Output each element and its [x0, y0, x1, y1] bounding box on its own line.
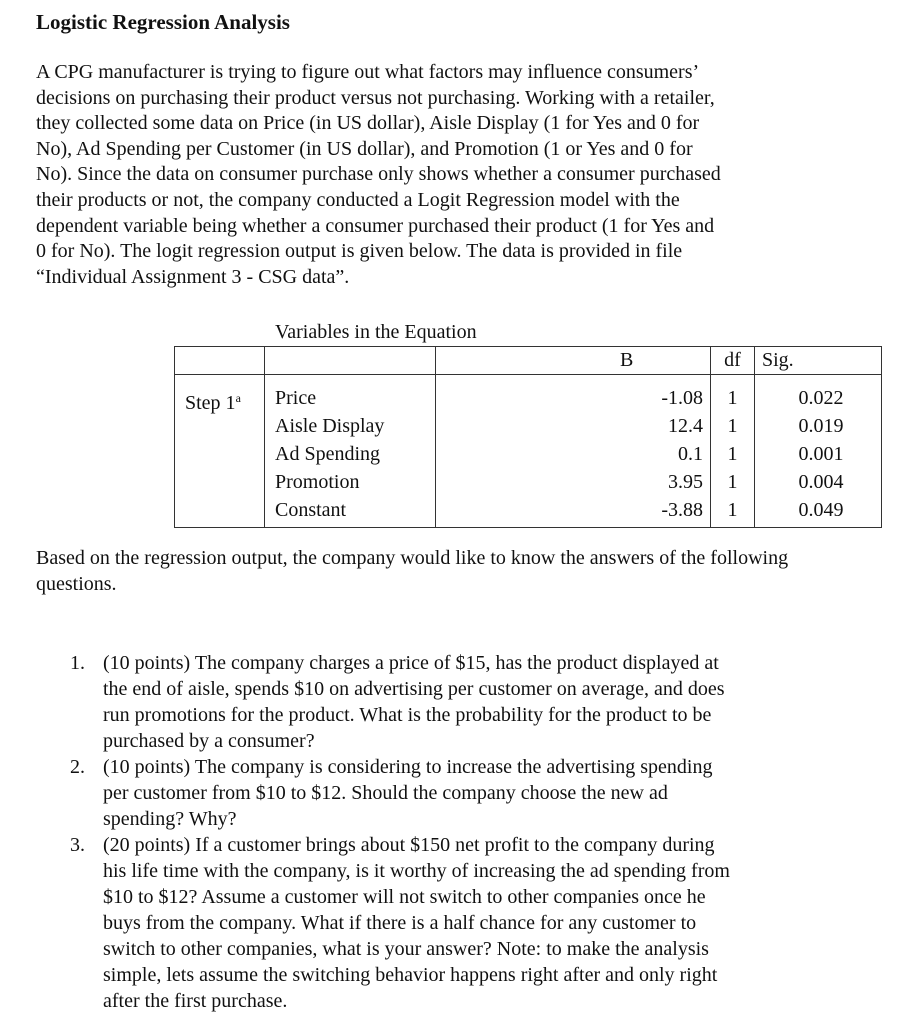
intro-line: No). Since the data on consumer purchase only shows whether a consumer purchased — [36, 163, 721, 186]
question-line: switch to other companies, what is your answer? Note: to make the analysis — [103, 938, 709, 960]
sig-cell — [755, 375, 882, 528]
question-line: (10 points) The company is considering to increase the advertising spending — [103, 756, 713, 778]
question-line: (20 points) If a customer brings about $150 net profit to the company during — [103, 834, 715, 856]
b-value: 12.4 — [668, 415, 703, 437]
question-line: per customer from $10 to $12. Should the company choose the new ad — [103, 782, 668, 804]
df-cell — [711, 375, 755, 528]
b-value: -1.08 — [661, 387, 703, 409]
question-line: $10 to $12? Assume a customer will not switch to other companies once he — [103, 886, 706, 908]
table-caption: Variables in the Equation — [275, 321, 477, 343]
question-line: the end of aisle, spends $10 on advertising per customer on average, and does — [103, 678, 725, 700]
intro-line: they collected some data on Price (in US dollar), Aisle Display (1 for Yes and 0 for — [36, 112, 700, 135]
step-label-text: Step 1 — [185, 392, 236, 414]
sig-value: 0.004 — [798, 471, 844, 493]
b-value: 3.95 — [668, 471, 703, 493]
sig-value: 0.001 — [798, 443, 844, 465]
question-item — [0, 832, 730, 1014]
table-body-row — [175, 375, 882, 528]
b-cell — [436, 375, 711, 528]
b-value: -3.88 — [661, 499, 703, 521]
document-title: Logistic Regression Analysis — [36, 10, 290, 34]
table-header-row — [175, 347, 882, 375]
intro-line: “Individual Assignment 3 - CSG data”. — [36, 265, 350, 288]
question-line: purchased by a consumer? — [103, 730, 315, 752]
variable-cell — [265, 375, 436, 528]
question-line: his life time with the company, is it worthy of increasing the ad spending from — [103, 860, 730, 882]
df-value: 1 — [727, 443, 738, 465]
sig-value: 0.022 — [798, 387, 844, 409]
intro-paragraph — [36, 60, 876, 290]
variable-name: Price — [275, 387, 317, 409]
question-item — [0, 754, 730, 832]
intro-line: their products or not, the company conducted a Logit Regression model with the — [36, 188, 680, 211]
df-value: 1 — [727, 499, 738, 521]
question-line: spending? Why? — [103, 808, 237, 830]
question-line: buys from the company. What if there is a half chance for any customer to — [103, 912, 697, 934]
question-number: 2. — [70, 756, 85, 778]
question-line: run promotions for the product. What is the probability for the product to be — [103, 704, 712, 726]
step-superscript: a — [235, 391, 241, 405]
intro-line: No), Ad Spending per Customer (in US dollar), and Promotion (1 or Yes and 0 for — [36, 137, 693, 160]
b-value: 0.1 — [678, 443, 703, 465]
intro-line: decisions on purchasing their product versus not purchasing. Working with a retailer, — [36, 86, 715, 109]
question-line: (10 points) The company charges a price of $15, has the product displayed at — [103, 652, 719, 674]
header-empty-variable — [265, 347, 436, 375]
question-line: simple, lets assume the switching behavior happens right after and only right — [103, 964, 718, 986]
variable-name: Aisle Display — [275, 415, 385, 437]
question-list — [0, 650, 730, 1014]
intro-line: A CPG manufacturer is trying to figure out what factors may influence consumers’ — [36, 61, 700, 83]
header-b: B — [436, 347, 711, 375]
sig-value: 0.049 — [798, 499, 844, 521]
question-line: after the first purchase. — [103, 990, 288, 1012]
df-value: 1 — [727, 415, 738, 437]
followup-line: questions. — [36, 572, 117, 595]
variable-name: Constant — [275, 499, 347, 521]
sig-value: 0.019 — [798, 415, 844, 437]
step-label — [185, 375, 264, 412]
regression-table — [174, 346, 882, 528]
followup-paragraph — [36, 546, 886, 597]
df-value: 1 — [727, 387, 738, 409]
question-number: 3. — [70, 834, 85, 856]
step-cell — [175, 375, 265, 528]
variable-name: Promotion — [275, 471, 360, 493]
question-item — [0, 650, 730, 754]
header-sig: Sig. — [755, 347, 882, 375]
followup-line: Based on the regression output, the company would like to know the answers of the following — [36, 547, 789, 569]
intro-line: 0 for No). The logit regression output is given below. The data is provided in file — [36, 240, 683, 263]
variable-name: Ad Spending — [275, 443, 380, 465]
header-empty-step — [175, 347, 265, 375]
df-value: 1 — [727, 471, 738, 493]
header-df: df — [711, 347, 755, 375]
intro-line: dependent variable being whether a consumer purchased their product (1 for Yes and — [36, 214, 715, 237]
question-number: 1. — [70, 652, 85, 674]
